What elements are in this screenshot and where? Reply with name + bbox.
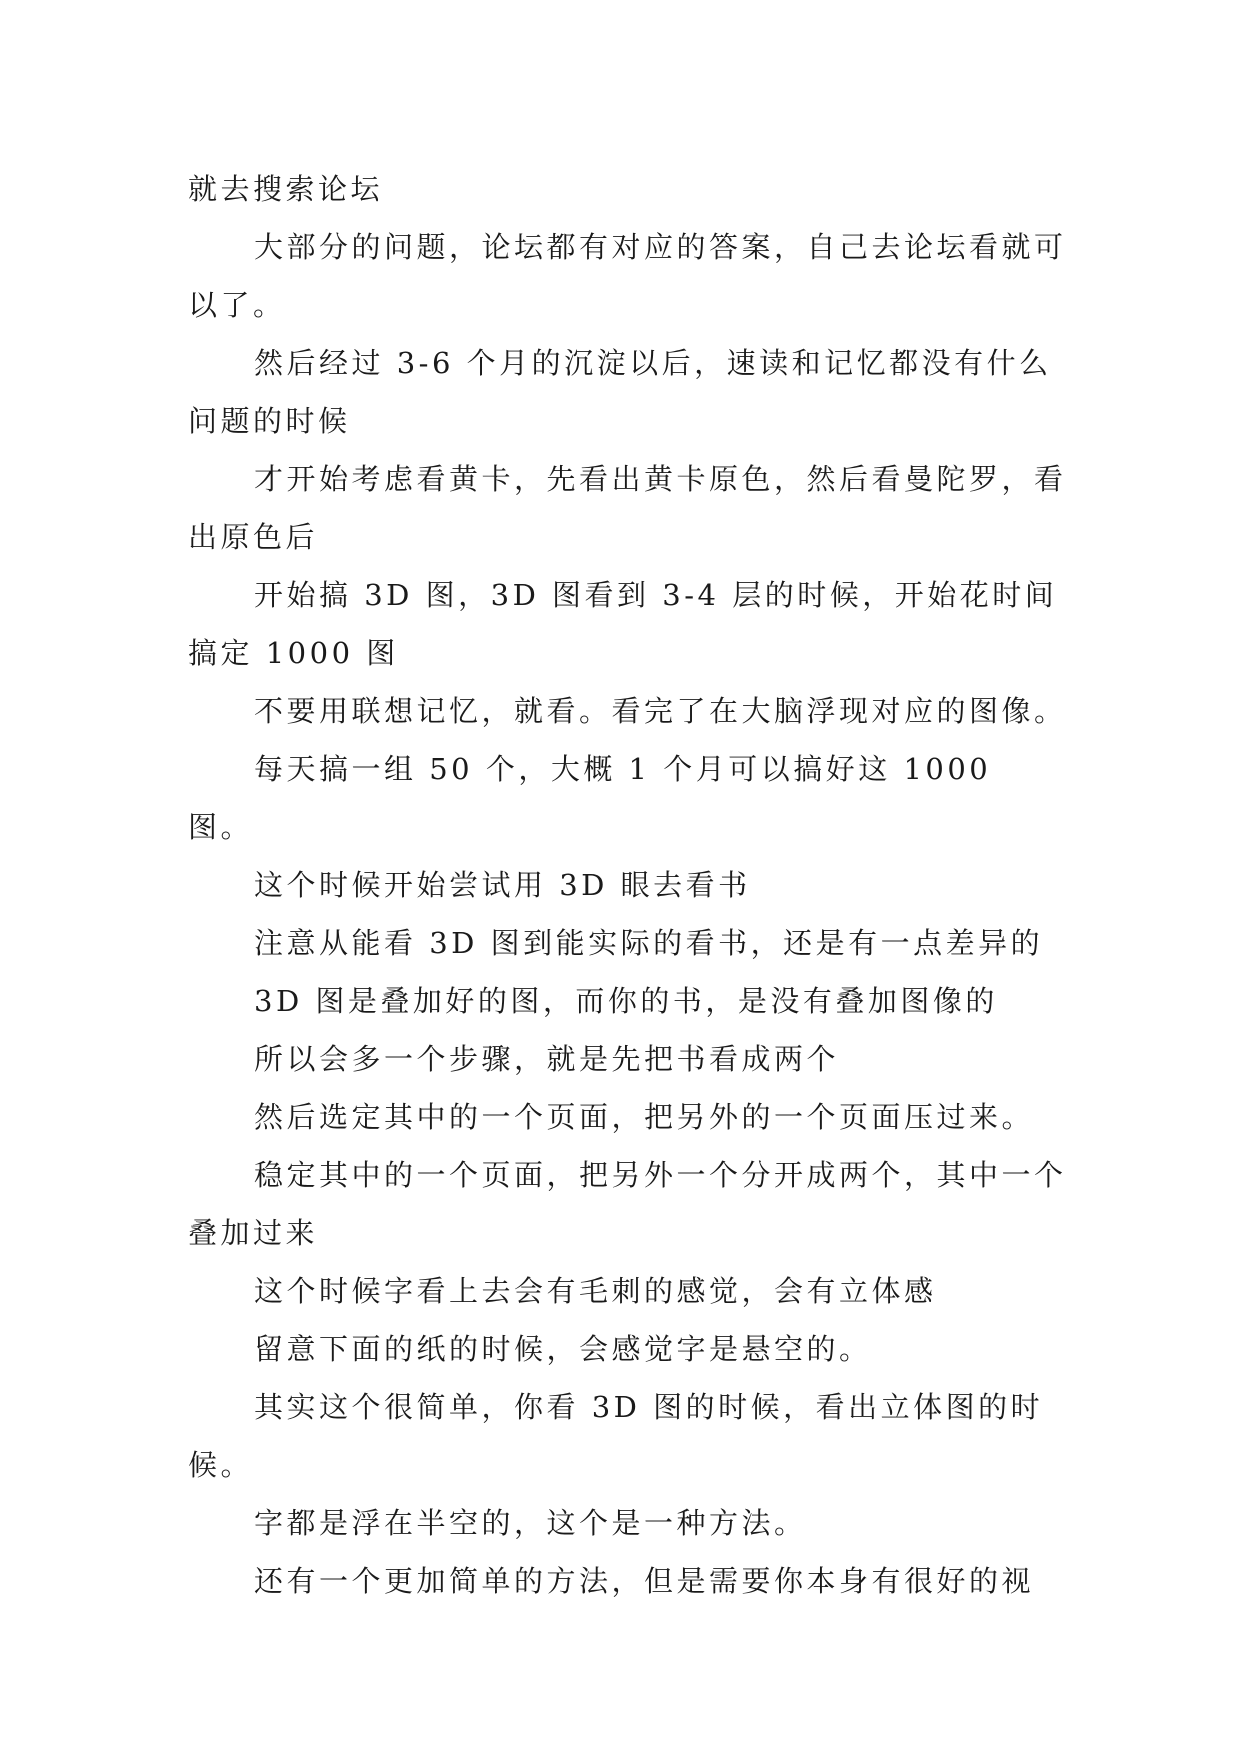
paragraph: 3D 图是叠加好的图，而你的书，是没有叠加图像的	[254, 984, 998, 1018]
paragraph: 不要用联想记忆，就看。看完了在大脑浮现对应的图像。	[254, 694, 1067, 728]
paragraph: 这个时候开始尝试用 3D 眼去看书	[254, 868, 751, 902]
paragraph: 然后选定其中的一个页面，把另外的一个页面压过来。	[254, 1100, 1035, 1134]
paragraph: 留意下面的纸的时候，会感觉字是悬空的。	[254, 1332, 872, 1366]
paragraph: 注意从能看 3D 图到能实际的看书，还是有一点差异的	[254, 926, 1044, 960]
paragraph: 才开始考虑看黄卡，先看出黄卡原色，然后看曼陀罗，看出原色后	[188, 462, 1067, 554]
paragraph: 大部分的问题，论坛都有对应的答案，自己去论坛看就可以了。	[188, 230, 1067, 322]
paragraph: 其实这个很简单，你看 3D 图的时候，看出立体图的时候。	[188, 1390, 1044, 1482]
paragraph: 字都是浮在半空的，这个是一种方法。	[254, 1506, 807, 1540]
paragraph: 然后经过 3-6 个月的沉淀以后，速读和记忆都没有什么问题的时候	[188, 346, 1052, 438]
paragraph: 所以会多一个步骤，就是先把书看成两个	[254, 1042, 840, 1076]
paragraph: 还有一个更加简单的方法，但是需要你本身有很好的视	[254, 1564, 1035, 1598]
paragraph: 开始搞 3D 图，3D 图看到 3-4 层的时候，开始花时间搞定 1000 图	[188, 578, 1058, 670]
paragraph: 稳定其中的一个页面，把另外一个分开成两个，其中一个叠加过来	[188, 1158, 1067, 1250]
document-body	[188, 160, 1068, 1610]
paragraph: 这个时候字看上去会有毛刺的感觉，会有立体感	[254, 1274, 937, 1308]
paragraph: 每天搞一组 50 个，大概 1 个月可以搞好这 1000 图。	[188, 752, 992, 844]
paragraph: 就去搜索论坛	[188, 172, 384, 206]
